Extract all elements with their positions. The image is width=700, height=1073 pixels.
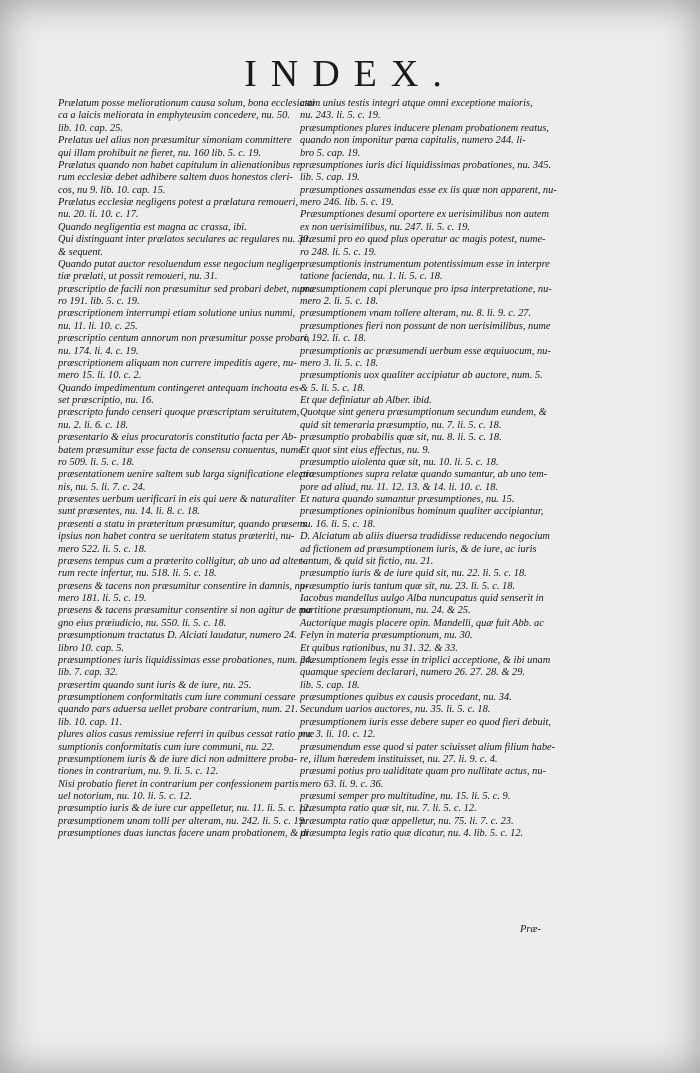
index-line: præsumptio iuris tantum quæ sit, nu. 23. li. 5. c. 18. [300, 580, 516, 592]
index-line: ctum unius testis integri atque omni exceptione maioris, [300, 98, 533, 109]
index-line: præsumptiones fieri non possunt de non uerisimilibus, nume [300, 320, 551, 332]
index-line: præsumptiones assumendas esse ex iis quæ non apparent, nu- [300, 184, 557, 196]
index-line: Quando negligentia est magna ac crassa, ibi. [58, 221, 247, 233]
index-line: lib. 7. cap. 32. [58, 667, 118, 679]
index-line: Auctorique magis placere opin. Mandelli, quæ fuit Abb. ac [300, 617, 544, 629]
index-line: nu. 174. li. 4. c. 19. [58, 345, 139, 357]
index-line: quando non imponitur pœna capitalis, numero 244. li- [300, 135, 526, 147]
index-line: nu. 2. li. 6. c. 18. [58, 419, 129, 431]
index-line: sunt præsentes, nu. 14. li. 8. c. 18. [58, 506, 201, 518]
index-line: præsentationem uenire saltem sub larga significatione electio [58, 469, 315, 481]
index-line: præsumptionem legis esse in triplici acceptione, & ibi unam [300, 654, 551, 666]
index-line: rum ecclesiæ debet adhibere saltem duos honestos cleri- [58, 172, 293, 184]
index-line: mero 181. li. 5. c. 19. [58, 593, 147, 604]
index-line: præsumpta ratio quæ appelletur, nu. 75. li. 7. c. 23. [300, 815, 514, 827]
index-line: batem præsumitur esse facta de consensu conuentus, nume [58, 444, 303, 456]
index-line: rum recte infertur, nu. 518. li. 5. c. 18. [58, 568, 217, 580]
index-line: præsumptionem iuris & de iure dici non admittere proba- [58, 753, 297, 765]
index-line: præsumptio uiolenta quæ sit, nu. 10. li. 5. c. 18. [300, 456, 499, 468]
index-line: præsumptionum tractatus D. Alciati laudatur, numero 24. [58, 630, 297, 642]
index-line: præsumi pro eo quod plus operatur ac magis potest, nume- [300, 234, 546, 246]
index-line: præsumptionem unam tolli per alteram, nu. 242. li. 5. c. 19. [58, 815, 307, 827]
index-line: Prælatus quando non habet capitulum in alienationibus re [58, 159, 301, 171]
index-line: præsentario & eius procuratoris constitutio facta per Ab- [58, 432, 297, 444]
index-line: præsumptionis uox qualiter accipiatur ab auctore, num. 5. [300, 370, 543, 382]
index-line: mero 2. li. 5. c. 18. [300, 296, 379, 307]
index-line: plures alios casus remissiue referri in quibus cessat ratio præ [58, 729, 315, 741]
index-line: Quotque sint genera præsumptionum secundum eundem, & [300, 407, 547, 419]
index-line: præsumptiones supra relatæ quando sumantur, ab uno tem- [300, 469, 548, 481]
index-line: præsumptionis instrumentum potentissimum esse in interpre [300, 258, 550, 270]
index-line: Prelatus uel alius non præsumitur simoniam committere [58, 135, 292, 147]
index-line: cos, nu 9. lib. 10. cap. 15. [58, 184, 166, 196]
index-line: præsumi semper pro multitudine, nu. 15. li. 5. c. 9. [300, 791, 511, 802]
index-line: Qui distinguant inter prælatos seculares ac regulares nu. 30. [58, 234, 311, 246]
index-line: sumptionis conformitatis cum iure communi, nu. 22. [58, 741, 275, 753]
index-line: mero 63. li. 9. c. 36. [300, 778, 384, 790]
index-line: & sequent. [58, 246, 104, 258]
index-line: set præscriptio, nu. 16. [58, 395, 154, 406]
index-line: præsertim quando sunt iuris & de iure, nu. 25. [58, 679, 252, 691]
index-line: præsumptionis ac præsumendi uerbum esse æquiuocum, nu- [300, 345, 551, 357]
index-line: tiæ prælati, ut possit remoueri, nu. 31. [58, 271, 218, 283]
index-line: ca a laicis meliorata in emphyteusim concedere, nu. 50. [58, 110, 290, 122]
index-line: præsens & tacens non præsumitur consentire in damnis, nu- [58, 580, 309, 592]
index-line: præsumptiones iuris liquidissimas esse probationes, num. 24. [58, 654, 314, 666]
index-line: qui illam prohibuit ne fieret, nu. 160 lib. 5. c. 19. [58, 147, 261, 159]
index-line: nu. 3. li. 10. c. 12. [300, 729, 376, 741]
index-line: Et natura quando sumantur præsumptiones, nu. 15. [300, 494, 515, 505]
index-line: ro 248. li. 5. c. 19. [300, 246, 377, 258]
index-line: præsumptionem vnam tollere alteram, nu. 8. li. 9. c. 27. [300, 308, 532, 320]
index-line: nu. 11. li. 10. c. 25. [58, 320, 138, 332]
index-line: quamque speciem declarari, numero 26. 27. 28. & 29. [300, 667, 526, 679]
index-line: mero 3. li. 5. c. 18. [300, 357, 379, 369]
index-line: ad fictionem ad præsumptionem iuris, & de iure, ac iuris [300, 543, 537, 555]
index-line: præsumptiones plures inducere plenam probationem reatus, [300, 122, 549, 134]
index-line: Felyn in materia præsumptionum, nu. 30. [300, 630, 473, 642]
index-line: lib. 5. cap. 19. [300, 172, 360, 184]
left-index-column [58, 98, 315, 841]
index-line: præscriptionem aliquam non currere impeditis agere, nu- [58, 357, 297, 369]
index-line: præscriptio centum annorum non præsumitur posse probari, [58, 333, 310, 345]
index-line: præscriptio de facili non præsumitur sed probari debet, nume [58, 283, 315, 295]
index-line: præsumpta legis ratio quæ dicatur, nu. 4. lib. 5. c. 12. [300, 828, 524, 840]
index-line: Quando impedimentum contingeret antequam inchoata es- [58, 382, 303, 394]
index-line: præsumpta ratio quæ sit, nu. 7. li. 5. c. 12. [300, 803, 477, 815]
index-line: præsumi potius pro ualiditate quam pro nullitate actus, nu- [300, 766, 547, 778]
index-line: gno eius præiudicio, nu. 550. li. 5. c. 18. [58, 617, 227, 629]
index-line: Secundum uarios auctores, nu. 35. li. 5. c. 18. [300, 704, 491, 716]
index-line: præsumptio iuris & de iure cur appelletur, nu. 11. li. 5. c. 12. [58, 803, 312, 815]
index-line: præsumptiones duas iunctas facere unam probationem, & di [58, 828, 309, 840]
index-line: præscripto fundo censeri quoque præscriptam seruitutem, [58, 407, 300, 419]
index-line: præsumendum esse quod si pater sciuisset alium filium habe- [300, 741, 556, 753]
index-line: libro 10. cap. 5. [58, 642, 124, 654]
index-line: Nisi probatio fieret in contrarium per confessionem partis [58, 778, 299, 790]
index-line: præsenti a statu in præteritum præsumitur, quando præsens [58, 518, 307, 530]
index-line: tatione facienda, nu. 1. li. 5. c. 18. [300, 271, 443, 283]
index-line: bro 5. cap. 19. [300, 147, 361, 159]
index-line: præsentes uerbum uerificari in eis qui uere & naturaliter [58, 494, 296, 505]
index-line: re, illum hæredem instituisset, nu. 27. li. 9. c. 4. [300, 753, 498, 765]
index-line: ipsius non habet contra se ueritatem status præteriti, nu- [58, 531, 295, 543]
index-line: nu. 16. li. 5. c. 18. [300, 518, 376, 530]
index-line: præsens tempus cum a præterito colligitur, ab uno ad alter- [58, 555, 306, 567]
index-line: præsumptionem iuris esse debere super eo quod fieri debuit, [300, 716, 551, 728]
index-line: lib. 10. cap. 11. [58, 716, 123, 728]
index-line: lib. 5. cap. 18. [300, 679, 360, 691]
index-line: Quando putat auctor resoluendum esse negocium negligen [58, 258, 303, 270]
index-line: quid sit temeraria præsumptio, nu. 7. li. 5. c. 18. [300, 419, 502, 431]
index-line: præsumptionem conformitatis cum iure communi cessare [58, 692, 296, 703]
index-line: Prælatus ecclesiæ negligens potest a prælatura remoueri, [58, 197, 299, 208]
index-line: partitione præsumptionum, nu. 24. & 25. [300, 605, 471, 617]
index-line: & 5. li. 5. c. 18. [300, 382, 366, 394]
index-line: D. Alciatum ab aliis diuersa tradidisse reducendo negocium [300, 531, 550, 543]
index-line: præsumptiones iuris dici liquidissimas probationes, nu. 345. [300, 159, 552, 171]
index-line: Prælatum posse meliorationum causa solum, bona ecclesiasti [58, 98, 315, 109]
index-line: tantum, & quid sit fictio, nu. 21. [300, 555, 434, 567]
index-line: pore ad aliud, nu. 11. 12. 13. & 14. li. 10. c. 18. [300, 481, 498, 493]
index-line: mero 15. li. 10. c. 2. [58, 370, 142, 382]
index-line: mero 522. li. 5. c. 18. [58, 543, 147, 555]
index-line: præsens & tacens præsumitur consentire si non agitur de ma [58, 605, 312, 617]
index-line: nu. 20. li. 10. c. 17. [58, 209, 139, 221]
catchword: Præ- [520, 924, 541, 935]
index-line: ro 509. li. 5. c. 18. [58, 456, 135, 468]
index-line: quando pars aduersa uellet probare contrarium, num. 21. [58, 704, 298, 716]
index-line: præsumptiones quibus ex causis procedant, nu. 34. [300, 692, 512, 703]
index-line: ex non uerisimilibus, nu. 247. li. 5. c. 19. [300, 221, 470, 233]
page-title: INDEX. [244, 53, 456, 95]
index-line: præsumptio probabilis quæ sit, nu. 8. li. 5. c. 18. [300, 432, 502, 444]
index-line: præsumptio iuris & de iure quid sit, nu. 22. li. 5. c. 18. [300, 568, 527, 580]
index-line: tiones in contrarium, nu. 9. li. 5. c. 12. [58, 766, 219, 778]
index-line: præsumptionem capi plerunque pro ipsa interpretatione, nu- [300, 283, 552, 295]
index-line: Iacobus mandellus uulgo Alba nuncupatus quid senserit in [300, 593, 544, 604]
index-line: præsumptiones opinionibus hominum qualiter accipiantur, [300, 506, 544, 518]
index-line: lib. 10. cap. 25. [58, 122, 123, 134]
index-line: Et que definiatur ab Alber. ibid. [300, 395, 432, 406]
index-line: nu. 243. li. 5. c. 19. [300, 110, 381, 122]
right-index-column [300, 98, 557, 841]
index-line: Et quot sint eius effectus, nu. 9. [300, 444, 431, 456]
index-line: ro 192. li. c. 18. [300, 333, 366, 345]
index-line: mero 246. lib. 5. c. 19. [300, 197, 394, 208]
index-line: uel notorium, nu. 10. li. 5. c. 12. [58, 791, 192, 802]
index-line: nis, nu. 5. li. 7. c. 24. [58, 481, 146, 493]
index-line: Et quibus rationibus, nu 31. 32. & 33. [300, 642, 458, 654]
index-line: ro 191. lib. 5. c. 19. [58, 296, 140, 307]
index-line: Præsumptiones desumi oportere ex uerisimilibus non autem [300, 209, 549, 221]
index-line: præscriptionem interrumpi etiam solutione unius nummi, [58, 308, 296, 320]
